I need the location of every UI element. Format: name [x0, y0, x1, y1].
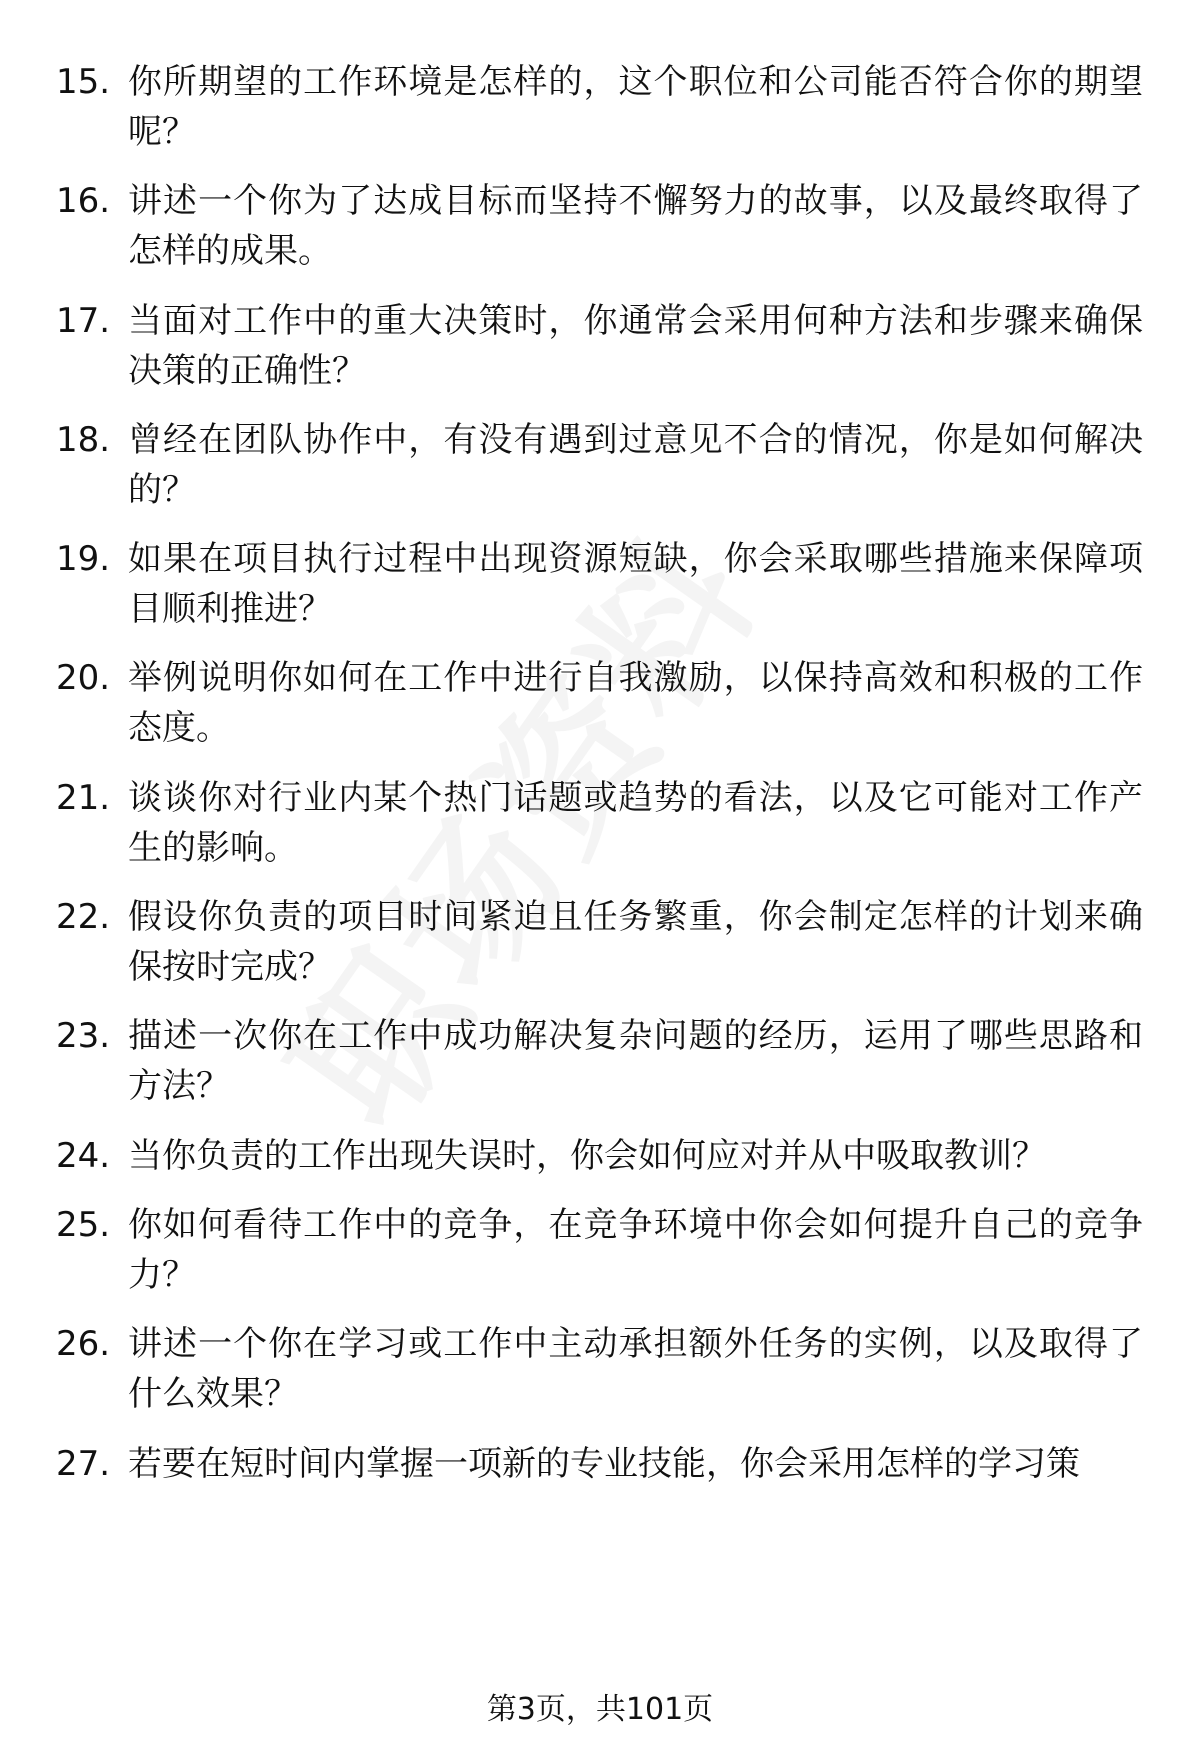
question-number: 19. — [56, 539, 111, 579]
question-text: 你如何看待工作中的竞争，在竞争环境中你会如何提升自己的竞争力？ — [128, 1205, 1143, 1295]
question-number: 21. — [56, 778, 111, 818]
question-text: 讲述一个你为了达成目标而坚持不懈努力的故事，以及最终取得了怎样的成果。 — [128, 181, 1143, 271]
question-text: 如果在项目执行过程中出现资源短缺，你会采取哪些措施来保障项目顺利推进？ — [128, 539, 1143, 629]
question-number: 18. — [56, 420, 111, 460]
question-item — [0, 773, 1200, 873]
question-number: 16. — [56, 181, 111, 221]
question-number: 17. — [56, 301, 111, 341]
question-item — [0, 415, 1200, 515]
question-item — [0, 1200, 1200, 1300]
question-text: 曾经在团队协作中，有没有遇到过意见不合的情况，你是如何解决的？ — [128, 420, 1143, 510]
question-text: 讲述一个你在学习或工作中主动承担额外任务的实例，以及取得了什么效果？ — [128, 1324, 1143, 1414]
page-footer — [0, 1690, 1200, 1730]
question-number: 20. — [56, 658, 111, 698]
question-text: 你所期望的工作环境是怎样的，这个职位和公司能否符合你的期望呢？ — [128, 62, 1143, 152]
question-text: 谈谈你对行业内某个热门话题或趋势的看法，以及它可能对工作产生的影响。 — [128, 778, 1143, 868]
question-number: 22. — [56, 897, 111, 937]
question-number: 26. — [56, 1324, 111, 1364]
question-item — [0, 296, 1200, 396]
question-item — [0, 534, 1200, 634]
question-item — [0, 653, 1200, 753]
question-item — [0, 892, 1200, 992]
question-item — [0, 57, 1200, 157]
question-number: 27. — [56, 1444, 111, 1484]
question-item — [0, 1011, 1200, 1111]
question-number: 23. — [56, 1016, 111, 1056]
question-item — [0, 1439, 1200, 1499]
question-text: 举例说明你如何在工作中进行自我激励，以保持高效和积极的工作态度。 — [128, 658, 1143, 748]
question-item — [0, 1319, 1200, 1419]
question-item — [0, 176, 1200, 276]
question-number: 25. — [56, 1205, 111, 1245]
question-text: 若要在短时间内掌握一项新的专业技能，你会采用怎样的学习策 — [128, 1444, 1080, 1484]
question-text: 当面对工作中的重大决策时，你通常会采用何种方法和步骤来确保决策的正确性？ — [128, 301, 1143, 391]
question-text: 描述一次你在工作中成功解决复杂问题的经历，运用了哪些思路和方法？ — [128, 1016, 1143, 1106]
question-text: 假设你负责的项目时间紧迫且任务繁重，你会制定怎样的计划来确保按时完成？ — [128, 897, 1143, 987]
page-number-label: 第3页，共101页 — [486, 1692, 714, 1727]
question-number: 24. — [56, 1136, 111, 1176]
question-number: 15. — [56, 62, 111, 102]
question-text: 当你负责的工作出现失误时，你会如何应对并从中吸取教训？ — [128, 1136, 1046, 1176]
